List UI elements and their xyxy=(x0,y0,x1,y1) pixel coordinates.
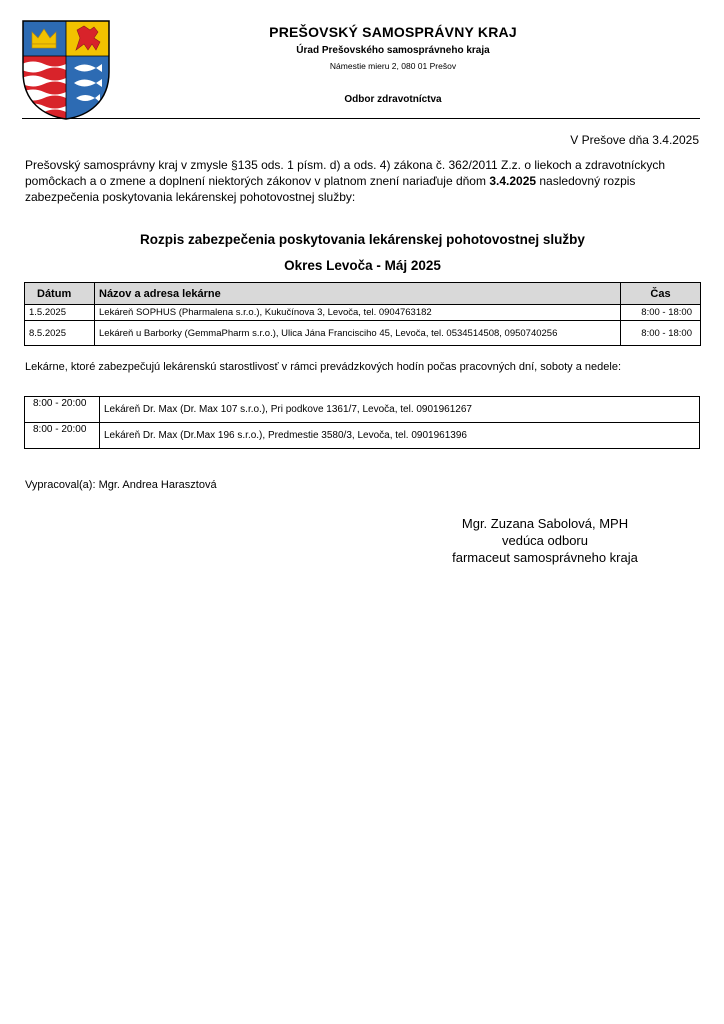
header-date: Dátum xyxy=(25,283,95,305)
header-time: Čas xyxy=(621,283,701,305)
opening-hours: 8:00 - 20:00 xyxy=(25,423,100,449)
opening-pharmacy: Lekáreň Dr. Max (Dr.Max 196 s.r.o.), Predmestie 3580/3, Levoča, tel. 0901961396 xyxy=(100,423,700,449)
signatory-name: Mgr. Zuzana Sabolová, MPH xyxy=(461,516,629,531)
schedule-header-row xyxy=(25,283,701,305)
header-divider xyxy=(22,118,700,119)
row-pharmacy: Lekáreň u Barborky (GemmaPharm s.r.o.), Ulica Jána Francisciho 45, Levoča, tel. 0534514508, 0950740256 xyxy=(95,321,621,346)
document-subtitle: Okres Levoča - Máj 2025 xyxy=(284,258,441,273)
intro-text-before: Prešovský samosprávny kraj v zmysle §135 ods. 1 písm. d) a ods. 4) zákona č. 362/2011 Z.z. o liekoch a zdravotníckych pomôckach a o zmene a doplnení niektorých zákonov v platnom znení nariaďuje dňom xyxy=(25,158,666,188)
org-name: PREŠOVSKÝ SAMOSPRÁVNY KRAJ xyxy=(269,24,517,40)
row-pharmacy: Lekáreň SOPHUS (Pharmalena s.r.o.), Kukučínova 3, Levoča, tel. 0904763182 xyxy=(95,305,621,321)
office-address: Námestie mieru 2, 080 01 Prešov xyxy=(329,61,457,71)
signatory-role: vedúca odboru xyxy=(501,533,588,548)
intro-paragraph xyxy=(25,157,700,205)
department-name: Odbor zdravotníctva xyxy=(344,94,442,105)
signatory-title: farmaceut samosprávneho kraja xyxy=(452,550,638,565)
row-time: 8:00 - 18:00 xyxy=(621,321,701,346)
document-title: Rozpis zabezpečenia poskytovania lekárenskej pohotovostnej služby xyxy=(140,232,585,247)
opening-hours-table xyxy=(24,396,700,449)
row-date: 8.5.2025 xyxy=(25,321,95,346)
signature-block xyxy=(430,515,660,566)
row-date: 1.5.2025 xyxy=(25,305,95,321)
list-item xyxy=(25,397,700,423)
header-pharmacy: Názov a adresa lekárne xyxy=(95,283,621,305)
table-row xyxy=(25,321,701,346)
intro-bold-date: 3.4.2025 xyxy=(489,174,537,188)
opening-hours-note: Lekárne, ktoré zabezpečujú lekárenskú starostlivosť v rámci prevádzkových hodín počas pracovných dní, soboty a nedele: xyxy=(25,361,622,373)
list-item xyxy=(25,423,700,449)
opening-pharmacy: Lekáreň Dr. Max (Dr. Max 107 s.r.o.), Pri podkove 1361/7, Levoča, tel. 0901961267 xyxy=(100,397,700,423)
table-row xyxy=(25,305,701,321)
prepared-by: Vypracoval(a): Mgr. Andrea Harasztová xyxy=(25,479,217,491)
coat-of-arms-icon xyxy=(22,20,110,120)
row-time: 8:00 - 18:00 xyxy=(621,305,701,321)
schedule-table xyxy=(24,282,701,346)
intro-text-after: nasledovný rozpis zabezpečenia poskytovania lekárenskej pohotovostnej služby: xyxy=(25,174,636,204)
document-date: V Prešove dňa 3.4.2025 xyxy=(570,133,699,147)
opening-hours: 8:00 - 20:00 xyxy=(25,397,100,423)
office-name: Úrad Prešovského samosprávneho kraja xyxy=(296,45,490,56)
